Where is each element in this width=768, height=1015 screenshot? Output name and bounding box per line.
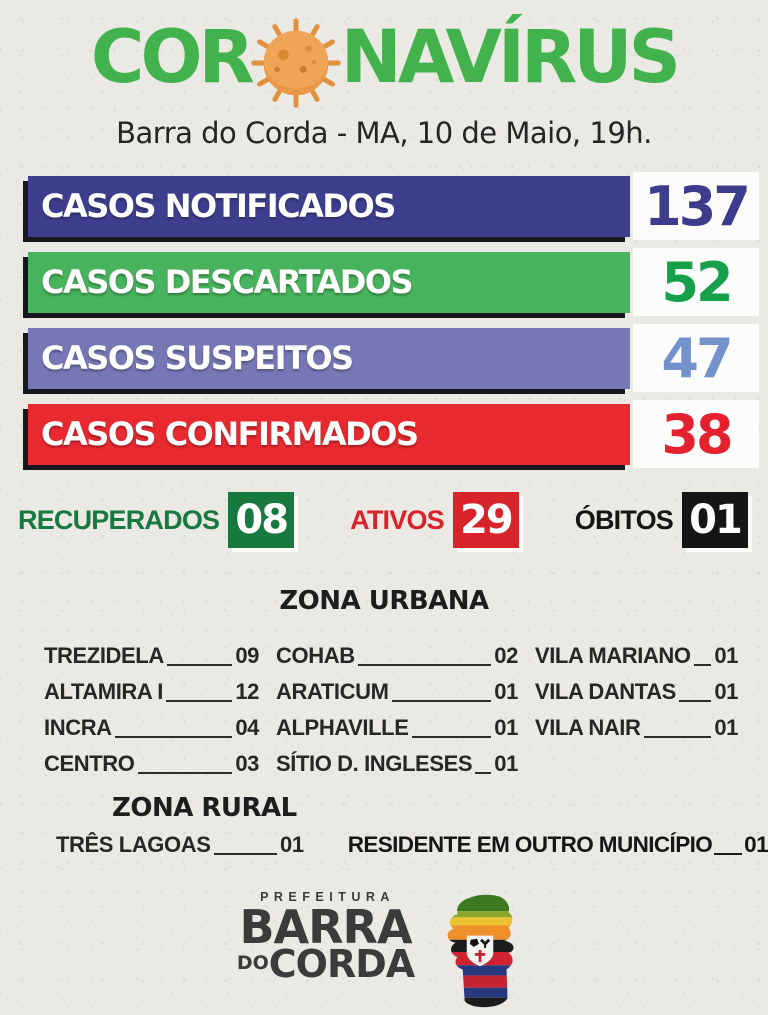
bar-label: CASOS DESCARTADOS [41,263,413,301]
dotted-line [475,772,491,774]
locality-name: TRÊS LAGOAS [56,832,211,857]
neighborhood-count: 01 [714,679,738,704]
bar-casos-confirmados [28,404,630,465]
prefeitura-label: PREFEITURA [260,890,395,904]
other-municipality-count: 01 [744,832,768,857]
list-item [44,715,260,741]
prefeitura-logo-text [236,890,415,987]
footer [0,890,768,1015]
city-name-do: DO [236,952,269,975]
dotted-line [694,664,712,666]
list-item [276,679,518,705]
stat-row-confirmados [28,400,768,468]
dotted-line [392,700,492,702]
neighborhood-name: VILA MARIANO [534,643,691,668]
list-item [44,751,260,777]
dotted-line [115,736,233,738]
neighborhood-name: ALPHAVILLE [276,715,409,740]
dotted-line [412,736,492,738]
other-municipality-label: RESIDENTE EM OUTRO MUNICÍPIO [347,832,713,857]
value-card [633,400,759,468]
title-prefix: COR [90,14,251,100]
neighborhood-count: 01 [714,643,738,668]
stat-row-notificados [28,172,768,240]
neighborhood-name: ARATICUM [276,679,389,704]
summary-box [682,492,748,548]
dotted-line [166,700,232,702]
zona-urbana-heading: ZONA URBANA [279,586,489,616]
other-municipality-item [348,832,768,858]
summary-ativos [350,492,519,548]
dotted-line [644,736,712,738]
city-name-corda: CORDA [268,942,415,987]
neighborhood-name: VILA DANTAS [534,679,676,704]
neighborhood-count: 01 [714,715,738,740]
summary-box [453,492,519,548]
bar-casos-suspeitos [28,328,630,389]
neighborhood-count: 09 [235,643,260,668]
neighborhood-count: 01 [494,715,518,740]
list-item [276,715,518,741]
bar-value: 137 [644,174,748,238]
bar-casos-descartados [28,252,630,313]
neighborhood-count: 12 [235,679,260,704]
value-card [633,324,759,392]
stat-row-suspeitos [28,324,768,392]
neighborhood-count: 03 [235,751,260,776]
city-name-do-corda [236,942,415,987]
dotted-line [714,853,742,855]
locality-count: 01 [280,832,304,857]
neighborhood-count: 04 [235,715,260,740]
neighborhood-name: INCRA [44,715,112,740]
city-map-logo-icon [429,890,531,1015]
bar-label: CASOS CONFIRMADOS [41,415,418,453]
neighborhood-name: CENTRO [44,751,135,776]
bar-casos-notificados [28,176,630,237]
page-title [0,0,768,102]
summary-value: 29 [460,497,512,543]
bar-value: 47 [661,326,731,390]
stat-row-descartados [28,248,768,316]
list-item [44,643,260,669]
list-item [534,643,738,669]
neighborhood-name: ALTAMIRA I [44,679,164,704]
zona-rural-list [0,832,768,858]
list-item [534,715,738,741]
summary-obitos [575,492,748,548]
summary-box [228,492,294,548]
bar-label: CASOS SUSPEITOS [41,339,353,377]
dotted-line [214,853,278,855]
bar-label: CASOS NOTIFICADOS [41,187,395,225]
neighborhood-name: SÍTIO D. INGLESES [276,751,473,776]
dotted-line [167,664,233,666]
list-item [534,679,738,705]
summary-label: ÓBITOS [574,504,673,535]
urban-column-3 [534,643,738,777]
list-item [276,643,518,669]
neighborhood-name: VILA NAIR [534,715,641,740]
dotted-line [679,700,711,702]
stats-bars [0,172,768,468]
zona-rural-heading: ZONA RURAL [112,793,297,823]
value-card [633,172,759,240]
virus-icon [251,18,341,108]
dotted-line [358,664,492,666]
urban-column-1 [44,643,260,777]
subtitle: Barra do Corda - MA, 10 de Maio, 19h. [116,116,652,150]
city-name-barra: BARRA [239,900,412,954]
list-item [44,679,260,705]
summary-row [0,492,768,548]
dotted-line [138,772,233,774]
summary-label: RECUPERADOS [18,504,220,535]
summary-value: 01 [689,497,741,543]
zona-urbana-list [0,643,768,777]
summary-recuperados [18,492,294,548]
list-item [276,751,518,777]
neighborhood-count: 01 [494,679,518,704]
neighborhood-count: 02 [494,643,518,668]
summary-label: ATIVOS [350,504,444,535]
neighborhood-name: TREZIDELA [44,643,164,668]
neighborhood-count: 01 [494,751,518,776]
title-suffix: NAVÍRUS [340,14,678,100]
value-card [633,248,759,316]
urban-column-2 [276,643,518,777]
neighborhood-name: COHAB [276,643,355,668]
bar-value: 52 [661,250,731,314]
list-item [56,832,304,858]
summary-value: 08 [235,497,288,543]
bar-value: 38 [661,402,731,466]
